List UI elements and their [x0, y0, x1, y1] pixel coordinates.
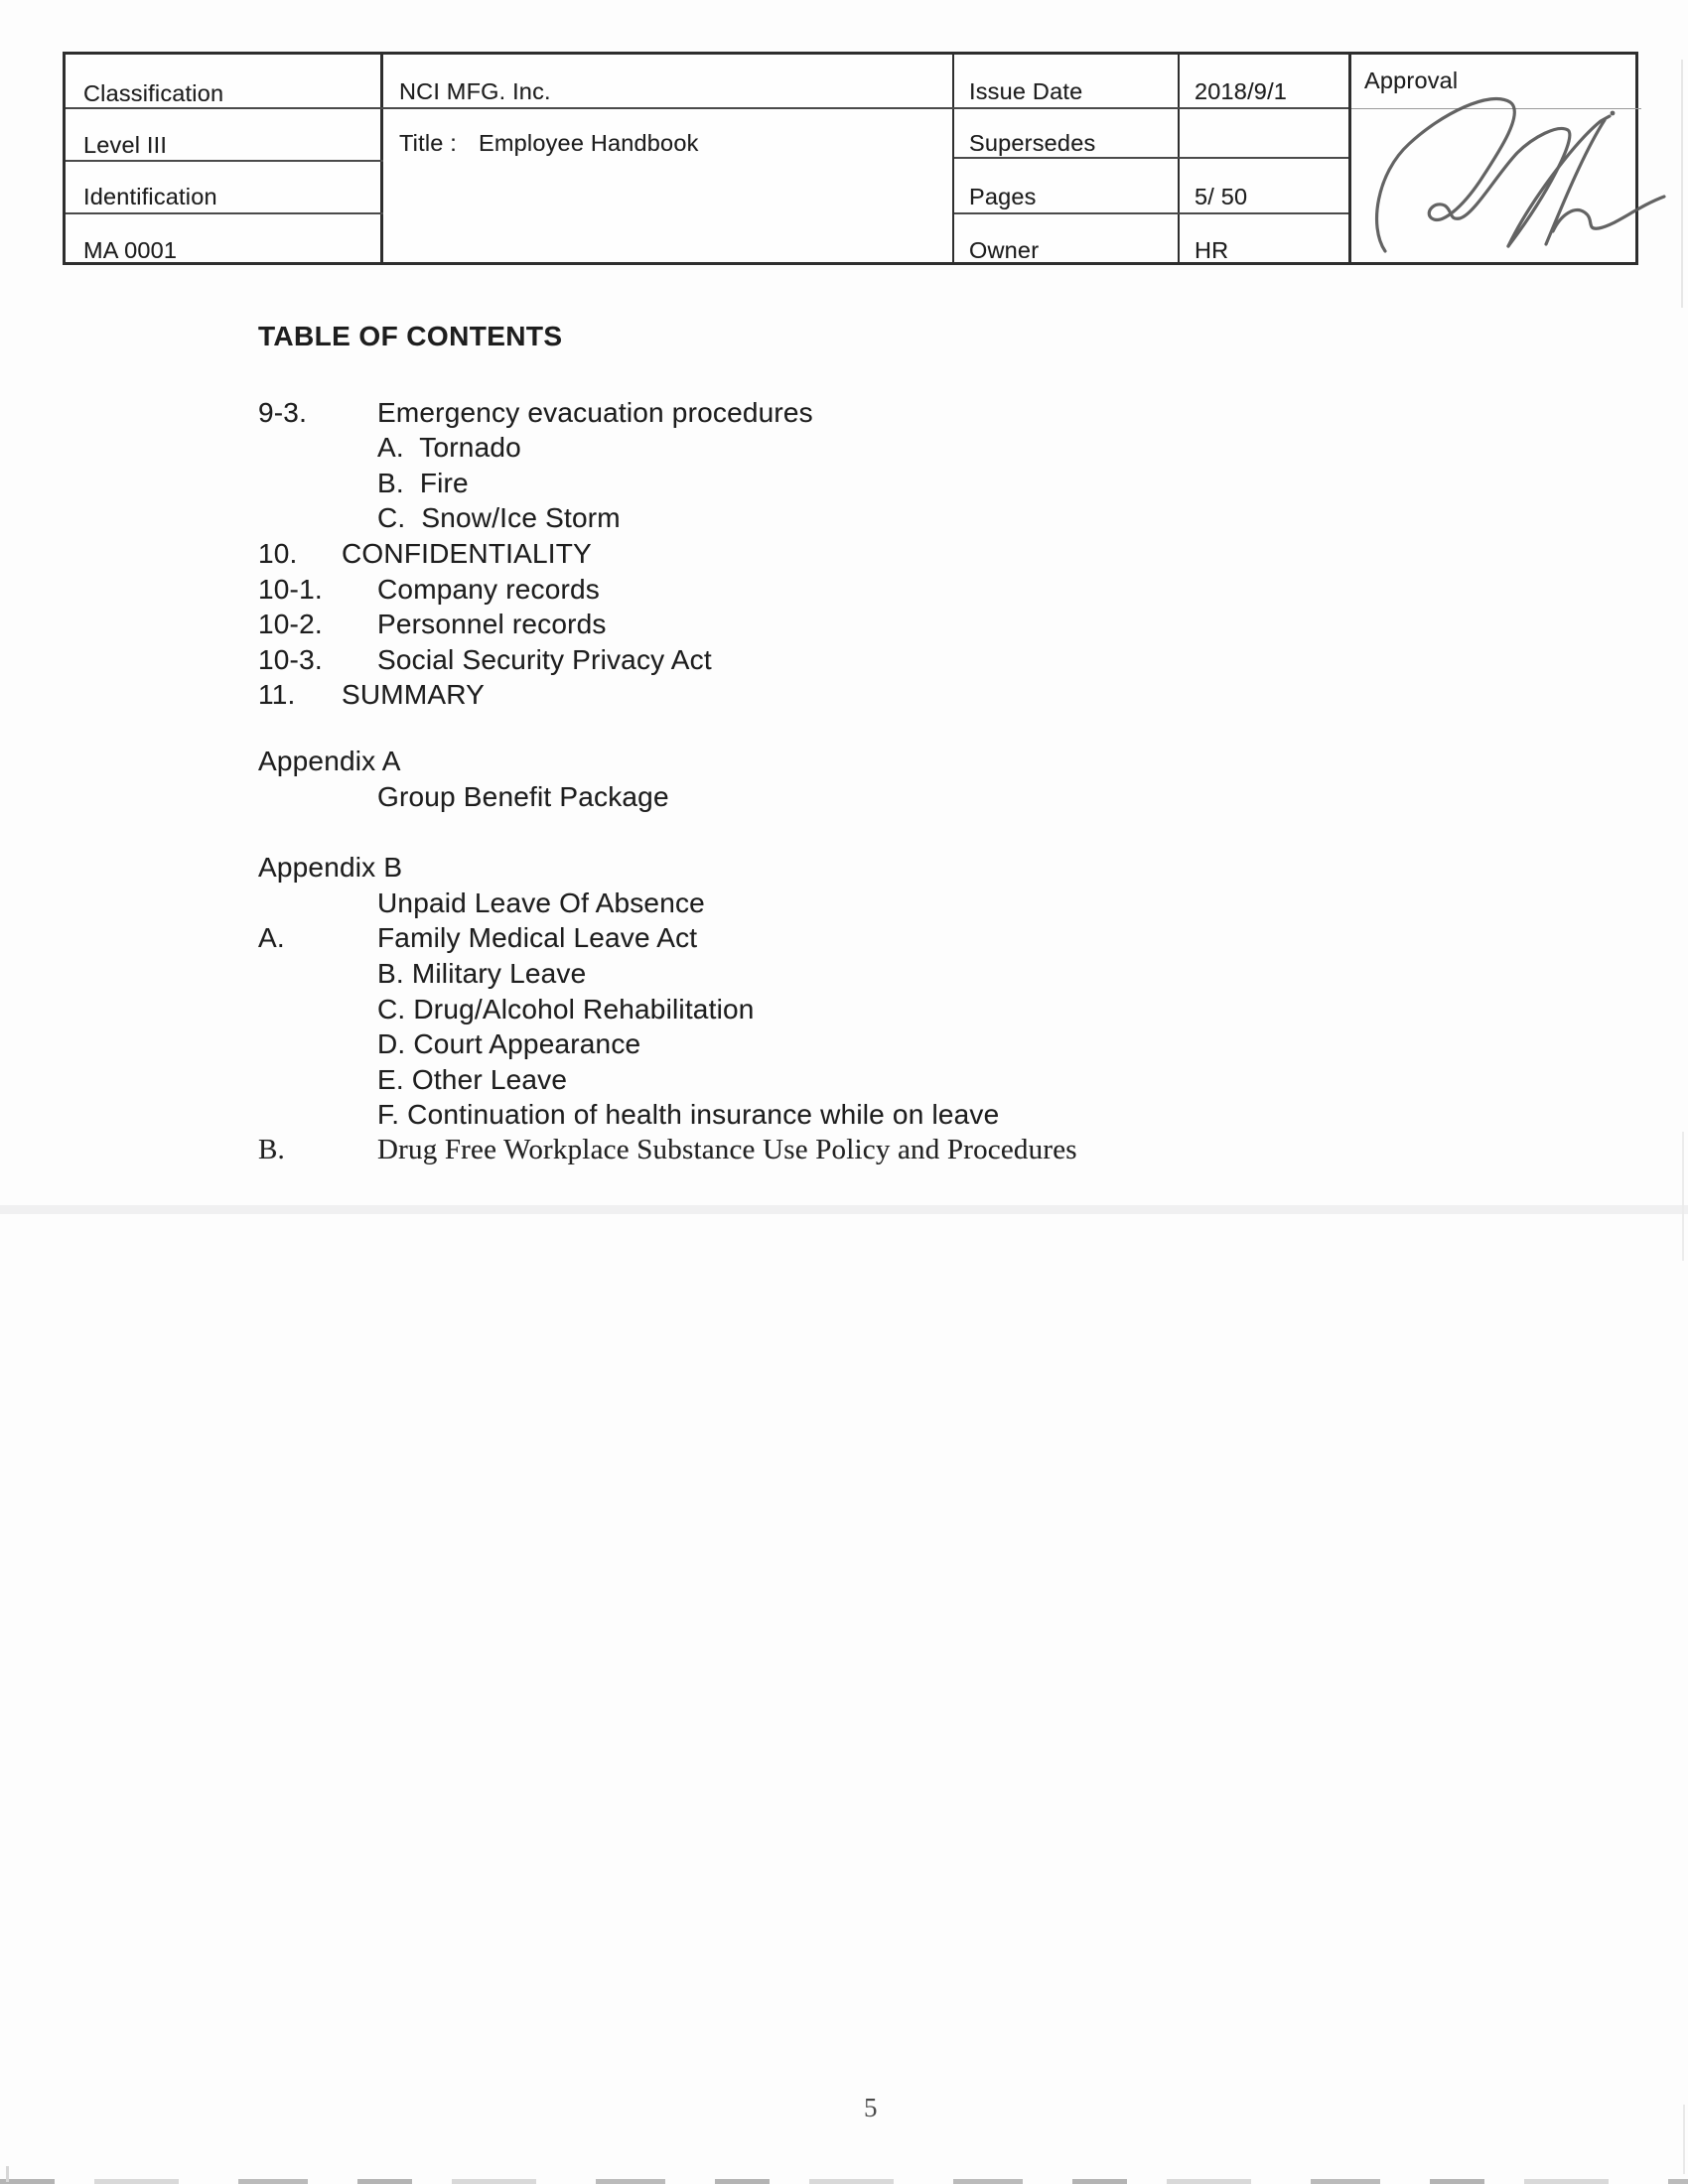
toc-entry [258, 466, 1450, 501]
toc-entry [258, 886, 1450, 921]
toc-entry [258, 607, 1450, 642]
toc-entry-text: SUMMARY [342, 679, 486, 711]
toc-entry-number: 10. [258, 537, 298, 569]
toc-entry [258, 744, 1450, 779]
toc-entry [258, 1097, 1450, 1133]
toc-entry-text: CONFIDENTIALITY [342, 537, 592, 569]
toc-entry-text: E. Other Leave [377, 1063, 568, 1095]
table-rule [66, 107, 954, 109]
page-number: 5 [864, 2093, 878, 2122]
toc-entry-text: A. Tornado [377, 432, 521, 464]
toc-entry-text: Social Security Privacy Act [377, 643, 712, 675]
toc-entry [258, 572, 1450, 608]
toc-entry [258, 850, 1450, 886]
toc-entry [258, 1133, 1450, 1168]
toc-entry [258, 500, 1450, 536]
table-divider [380, 55, 383, 262]
toc-entry [258, 1062, 1450, 1098]
toc-entry-number: 10-1. [258, 573, 323, 605]
toc-entry-text: C. Drug/Alcohol Rehabilitation [377, 993, 755, 1024]
issue-date-value: 2018/9/1 [1195, 78, 1288, 104]
classification-label: Classification [83, 80, 224, 106]
scan-artifact-bottom-edge [0, 2179, 1688, 2184]
toc-list [258, 395, 1450, 1168]
toc-entry [258, 1026, 1450, 1062]
toc-entry-text: Drug Free Workplace Substance Use Policy and Procedures [377, 1133, 1077, 1165]
toc-entry-text: Unpaid Leave Of Absence [377, 887, 705, 918]
toc-entry-number: A. [258, 922, 285, 954]
toc-entry [258, 430, 1450, 466]
toc-heading: TABLE OF CONTENTS [258, 321, 563, 351]
toc-entry [258, 642, 1450, 678]
toc-entry-text: Group Benefit Package [377, 780, 669, 812]
scan-artifact-corner [6, 2166, 9, 2182]
approval-signature [1348, 56, 1681, 266]
approval-label: Approval [1364, 68, 1459, 93]
pages-value: 5/ 50 [1195, 184, 1248, 209]
pages-label: Pages [969, 184, 1037, 209]
toc-entry [258, 395, 1450, 431]
toc-entry [258, 536, 1450, 572]
table-of-contents [258, 319, 1450, 1167]
issue-date-label: Issue Date [969, 78, 1083, 104]
toc-entry-number: 10-2. [258, 609, 323, 640]
toc-entry-number: B. [258, 1133, 285, 1165]
table-rule [954, 212, 1348, 214]
toc-entry-text: Emergency evacuation procedures [377, 396, 813, 428]
toc-entry-text: Personnel records [377, 609, 607, 640]
toc-entry-text: F. Continuation of health insurance while on leave [377, 1099, 1000, 1131]
table-rule [66, 160, 383, 162]
table-rule [954, 107, 1348, 109]
table-rule [954, 157, 1348, 159]
table-rule [66, 212, 383, 214]
scan-artifact-right-edge [1683, 2105, 1685, 2174]
scan-artifact-right-edge [1681, 60, 1683, 308]
title-label: Title : [399, 130, 457, 156]
toc-entry-text: Family Medical Leave Act [377, 922, 698, 954]
toc-entry-text: C. Snow/Ice Storm [377, 502, 621, 534]
toc-entry-number: 11. [258, 679, 296, 711]
toc-entry-text: B. Fire [377, 467, 469, 498]
owner-label: Owner [969, 237, 1040, 263]
toc-entry-number: 9-3. [258, 396, 308, 428]
toc-entry [258, 956, 1450, 992]
toc-entry [258, 677, 1450, 713]
toc-entry [258, 992, 1450, 1027]
owner-value: HR [1195, 237, 1229, 263]
scan-artifact-band [0, 1205, 1688, 1214]
toc-entry-text: Appendix A [258, 745, 401, 776]
toc-entry [258, 920, 1450, 956]
scan-artifact-right-edge [1682, 1132, 1684, 1261]
classification-level: Level III [83, 132, 168, 158]
toc-entry [258, 779, 1450, 815]
toc-entry-number: 10-3. [258, 643, 323, 675]
identification-value: MA 0001 [83, 237, 178, 263]
toc-entry-text: D. Court Appearance [377, 1028, 641, 1060]
document-title [399, 130, 699, 157]
title-value: Employee Handbook [478, 130, 699, 156]
toc-entry-text: Appendix B [258, 852, 403, 884]
supersedes-label: Supersedes [969, 130, 1096, 156]
identification-label: Identification [83, 184, 217, 209]
company-name: NCI MFG. Inc. [399, 78, 551, 104]
toc-entry-text: Company records [377, 573, 600, 605]
toc-entry-text: B. Military Leave [377, 957, 587, 989]
